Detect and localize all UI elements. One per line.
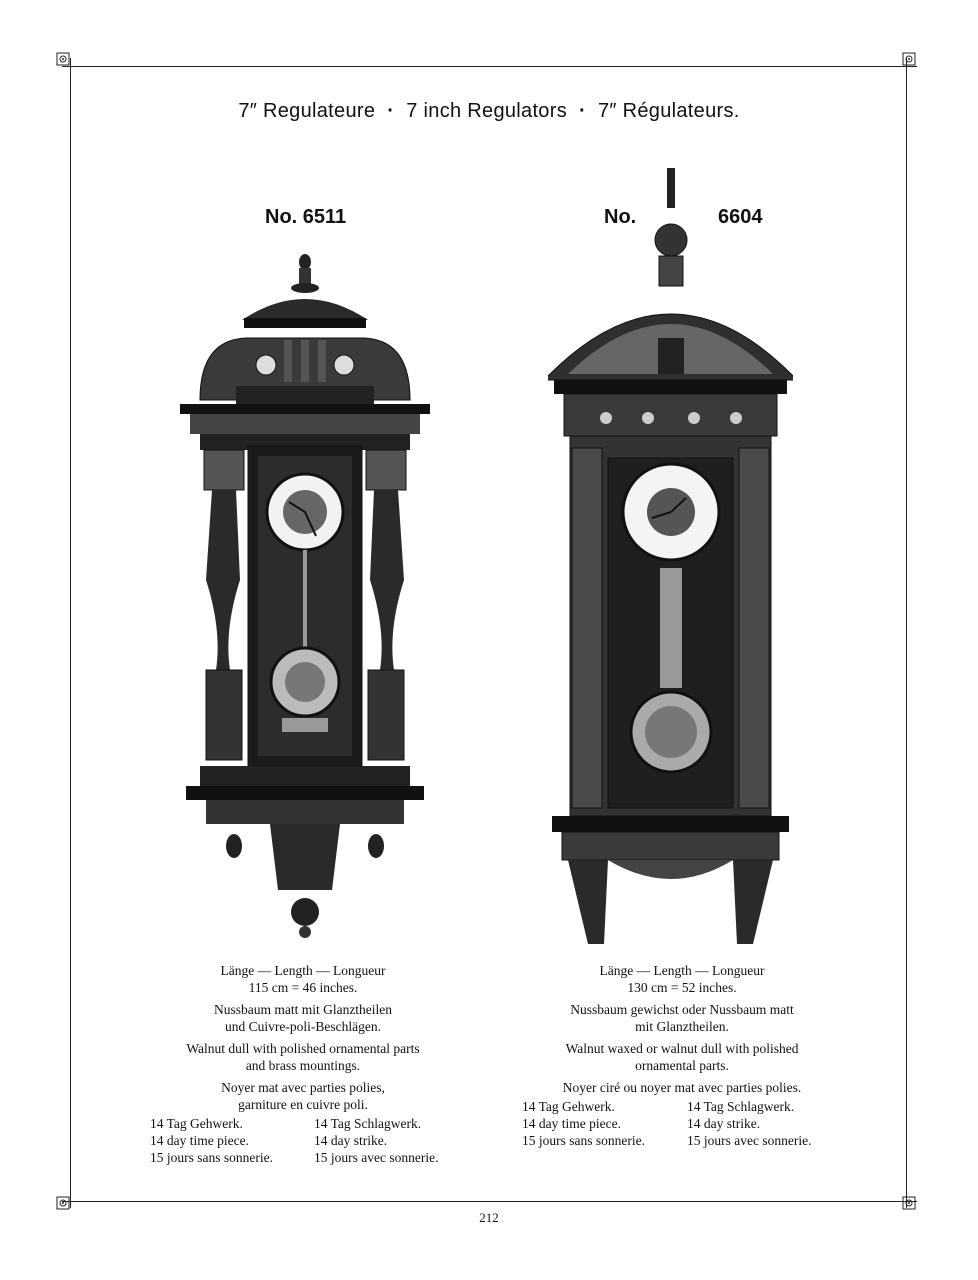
option-cell: 14 Tag Gehwerk. [150, 1116, 243, 1131]
length-heading: Länge — Length — Longueur [599, 963, 765, 978]
option-cell: 14 Tag Schlagwerk. [687, 1099, 795, 1114]
finish-english-line-1: Walnut dull with polished ornamental parts [186, 1041, 420, 1056]
title-german: 7″ Regulateure [238, 100, 376, 122]
option-cell: 15 jours avec sonnerie. [687, 1133, 812, 1148]
title-separator: · [387, 100, 395, 122]
wall-regulator-clock-6604-illustration [548, 168, 793, 952]
corner-ornament-icon [56, 52, 70, 66]
length-value: 115 cm = 46 inches. [248, 980, 358, 995]
page-title [0, 100, 978, 123]
finish-english-line-1: Walnut waxed or walnut dull with polished [565, 1041, 799, 1056]
corner-ornament-icon [902, 52, 916, 66]
title-french: 7″ Régulateurs. [597, 100, 740, 122]
frame-bottom-rule [62, 1201, 917, 1202]
frame-right-rule [906, 58, 907, 1208]
model-number-left: No. 6511 [265, 206, 347, 228]
finish-french-line-2: garniture en cuivre poli. [238, 1097, 368, 1112]
option-cell: 14 day strike. [687, 1116, 761, 1131]
model-number-right: 6604 [718, 206, 763, 228]
option-cell: 14 day time piece. [150, 1133, 249, 1148]
title-english: 7 inch Regulators [406, 100, 567, 122]
finish-german-line-1: Nussbaum gewichst oder Nussbaum matt [570, 1002, 794, 1017]
option-cell: 14 day strike. [314, 1133, 388, 1148]
option-cell: 14 Tag Schlagwerk. [314, 1116, 422, 1131]
finish-english-line-2: and brass mountings. [245, 1058, 361, 1073]
model-number-right-prefix: No. [604, 206, 637, 228]
frame-top-rule [62, 66, 917, 67]
description-right [512, 962, 852, 1149]
finish-french-line-1: Noyer mat avec parties polies, [221, 1080, 385, 1095]
length-value: 130 cm = 52 inches. [627, 980, 737, 995]
option-cell: 15 jours avec sonnerie. [314, 1150, 439, 1165]
description-left [128, 962, 478, 1166]
option-cell: 14 day time piece. [522, 1116, 621, 1131]
option-cell: 14 Tag Gehwerk. [522, 1099, 615, 1114]
title-separator: · [579, 100, 586, 122]
wall-regulator-clock-6511-illustration [176, 250, 434, 940]
finish-french: Noyer ciré ou noyer mat avec parties polies. [562, 1080, 802, 1095]
page-number: 212 [479, 1210, 499, 1225]
finish-german-line-2: mit Glanztheilen. [635, 1019, 729, 1034]
corner-ornament-icon [902, 1196, 916, 1210]
frame-left-rule [70, 58, 71, 1208]
movement-options-right [512, 1098, 852, 1149]
corner-ornament-icon [56, 1196, 70, 1210]
movement-options-left [128, 1115, 478, 1166]
length-heading: Länge — Length — Longueur [220, 963, 386, 978]
finish-german-line-2: und Cuivre-poli-Beschlägen. [225, 1019, 381, 1034]
finish-german-line-1: Nussbaum matt mit Glanztheilen [213, 1002, 393, 1017]
finish-english-line-2: ornamental parts. [635, 1058, 729, 1073]
option-cell: 15 jours sans sonnerie. [150, 1150, 273, 1165]
option-cell: 15 jours sans sonnerie. [522, 1133, 645, 1148]
